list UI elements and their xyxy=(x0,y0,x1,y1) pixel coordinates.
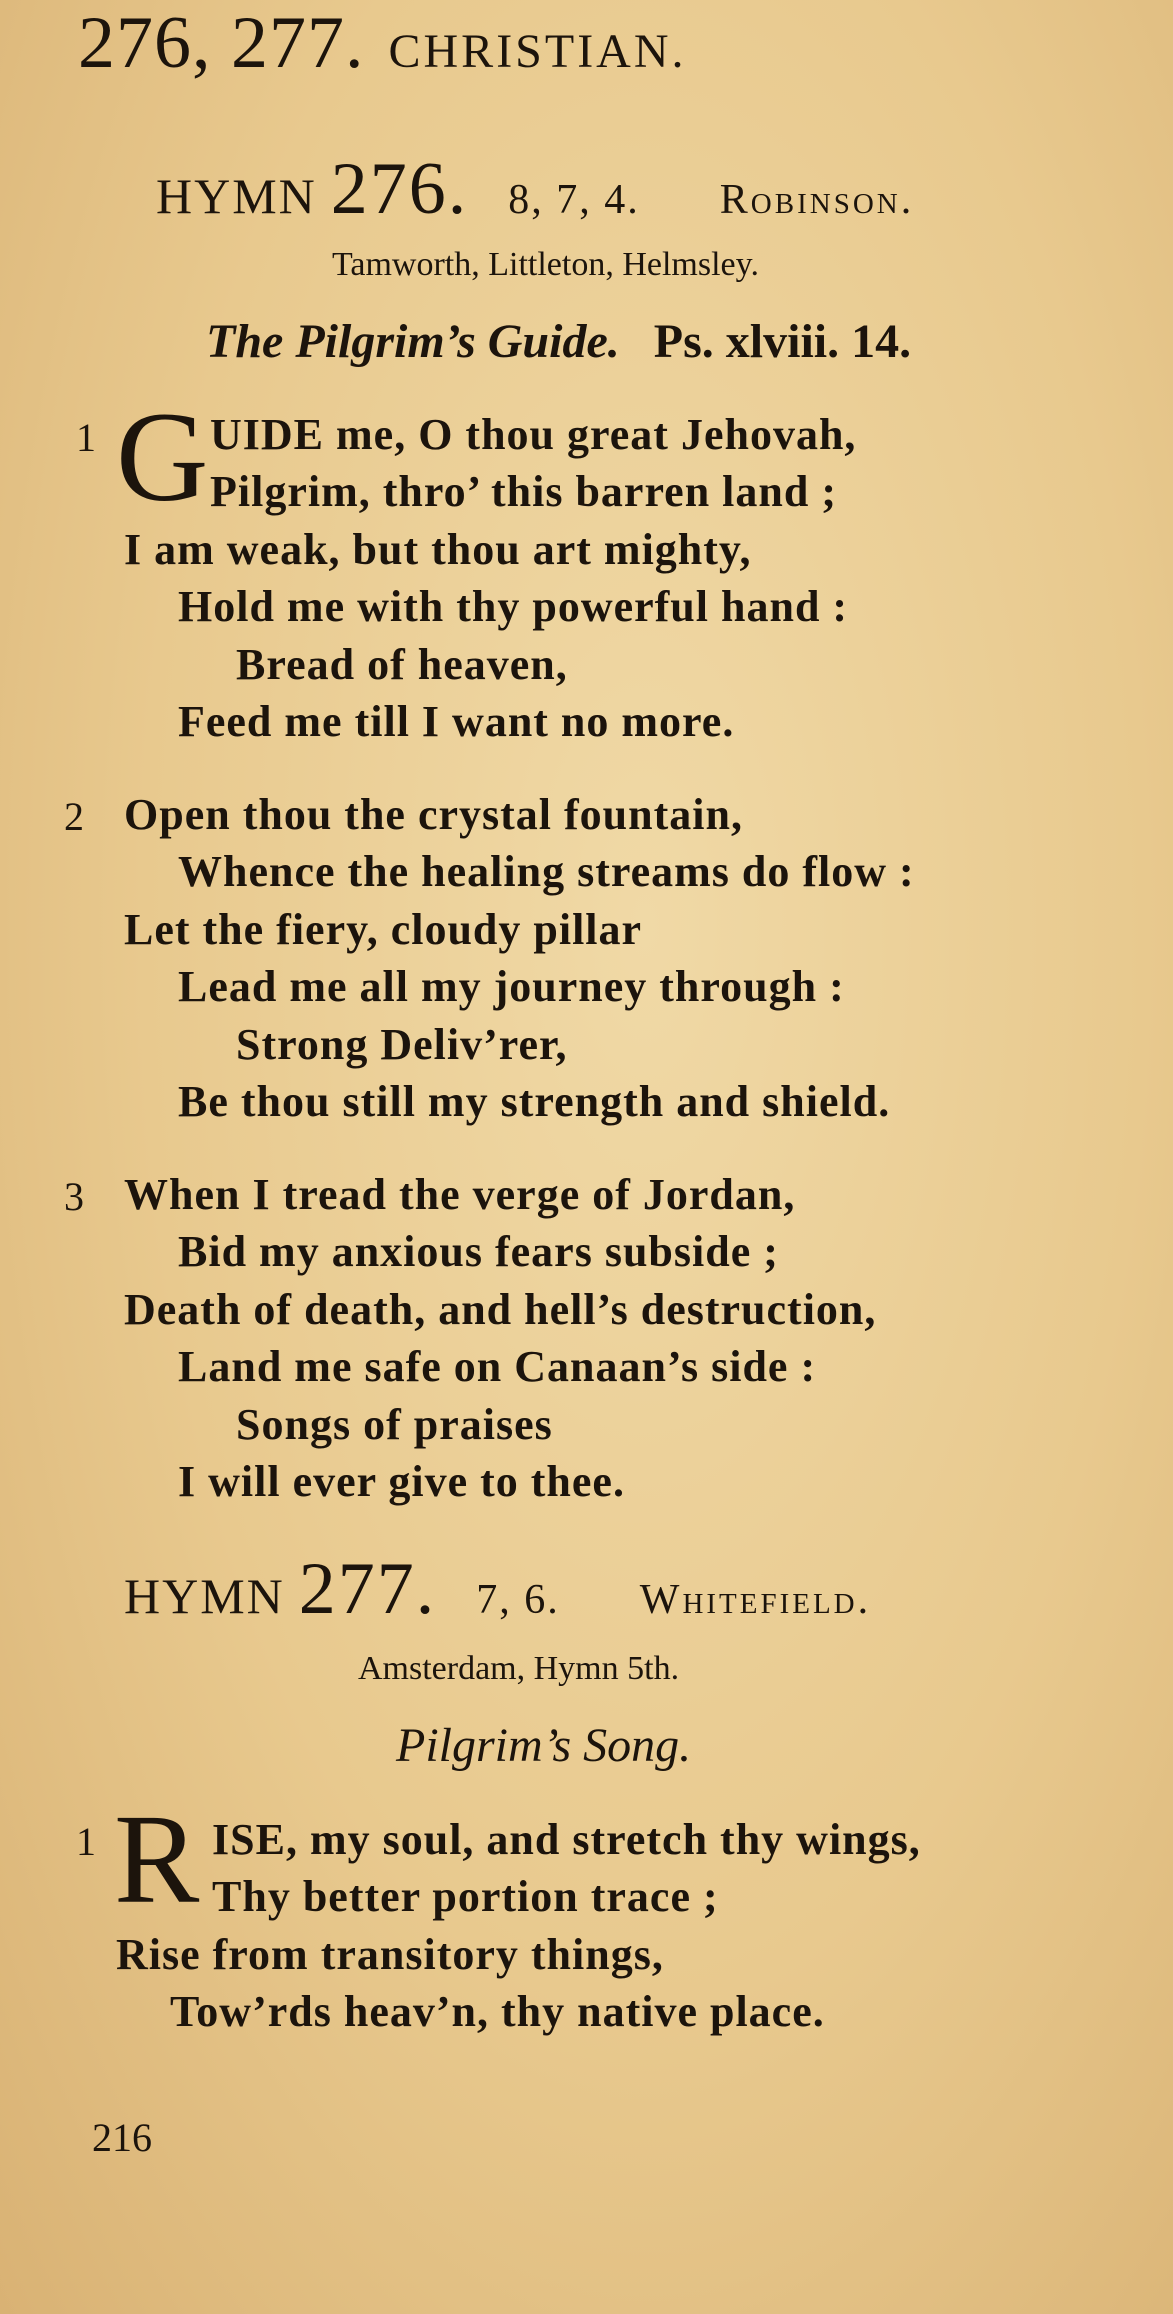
verse-line: Thy better portion trace ; xyxy=(212,1872,719,1921)
hymn-meter: 7, 6. xyxy=(476,1577,560,1623)
page-folio: 216 xyxy=(92,2115,152,2160)
verse-number: 1 xyxy=(76,1819,96,1864)
running-head-title: CHRISTIAN. xyxy=(388,25,687,78)
hymn-author: Robinson. xyxy=(719,177,915,223)
drop-cap: G xyxy=(116,386,210,528)
hymn-number: 276. xyxy=(330,148,469,230)
hymn-276-tunes: Tamworth, Littleton, Helmsley. xyxy=(332,246,759,283)
hymn-author: Whitefield. xyxy=(639,1577,872,1623)
verse-line: Strong Deliv’rer, xyxy=(236,1020,568,1069)
hymn-276-heading xyxy=(156,148,915,230)
verse-line: Feed me till I want no more. xyxy=(178,697,735,746)
verse-line: Hold me with thy powerful hand : xyxy=(178,582,849,631)
hymn-title-text: Pilgrim’s Song. xyxy=(396,1719,692,1772)
verse-line: Open thou the crystal fountain, xyxy=(124,790,743,839)
hymn-277-heading xyxy=(124,1548,872,1630)
verse-line: I am weak, but thou art mighty, xyxy=(124,525,752,574)
verse-line: Land me safe on Canaan’s side : xyxy=(178,1342,817,1391)
running-head-numbers: 276, 277. xyxy=(78,2,365,84)
verse-line: Lead me all my journey through : xyxy=(178,962,845,1011)
verse-number: 2 xyxy=(64,794,84,839)
hymn-277-title xyxy=(396,1719,692,1772)
verse-line: Pilgrim, thro’ this barren land ; xyxy=(210,467,837,516)
verse-line: Songs of praises xyxy=(236,1400,553,1449)
hymn-277-tunes: Amsterdam, Hymn 5th. xyxy=(358,1650,680,1687)
verse-line: Whence the healing streams do flow : xyxy=(178,847,915,896)
hymn-276-title xyxy=(206,315,912,368)
verse-line: UIDE me, O thou great Jehovah, xyxy=(210,410,857,459)
verse-line: Be thou still my strength and shield. xyxy=(178,1077,891,1126)
verse-line: Bid my anxious fears subside ; xyxy=(178,1227,779,1276)
hymn-word: HYMN xyxy=(156,168,317,224)
hymn-title-text: The Pilgrim’s Guide. xyxy=(206,315,620,368)
verse-line: Tow’rds heav’n, thy native place. xyxy=(170,1987,825,2036)
running-head xyxy=(78,2,687,84)
verse-line: Death of death, and hell’s destruction, xyxy=(124,1285,877,1334)
drop-cap: R xyxy=(114,1788,201,1930)
scripture-reference: Ps. xlviii. 14. xyxy=(653,315,912,368)
verse-line: When I tread the verge of Jordan, xyxy=(124,1170,796,1219)
verse-line: I will ever give to thee. xyxy=(178,1457,625,1506)
verse-line: Bread of heaven, xyxy=(236,640,568,689)
hymn-word: HYMN xyxy=(124,1568,285,1624)
verse-line: Rise from transitory things, xyxy=(116,1930,664,1979)
verse-number: 1 xyxy=(76,415,96,460)
hymn-meter: 8, 7, 4. xyxy=(508,177,640,223)
hymn-number: 277. xyxy=(298,1548,437,1630)
verse-line: Let the fiery, cloudy pillar xyxy=(124,905,643,954)
verse-number: 3 xyxy=(64,1174,84,1219)
verse-line: ISE, my soul, and stretch thy wings, xyxy=(212,1815,921,1864)
